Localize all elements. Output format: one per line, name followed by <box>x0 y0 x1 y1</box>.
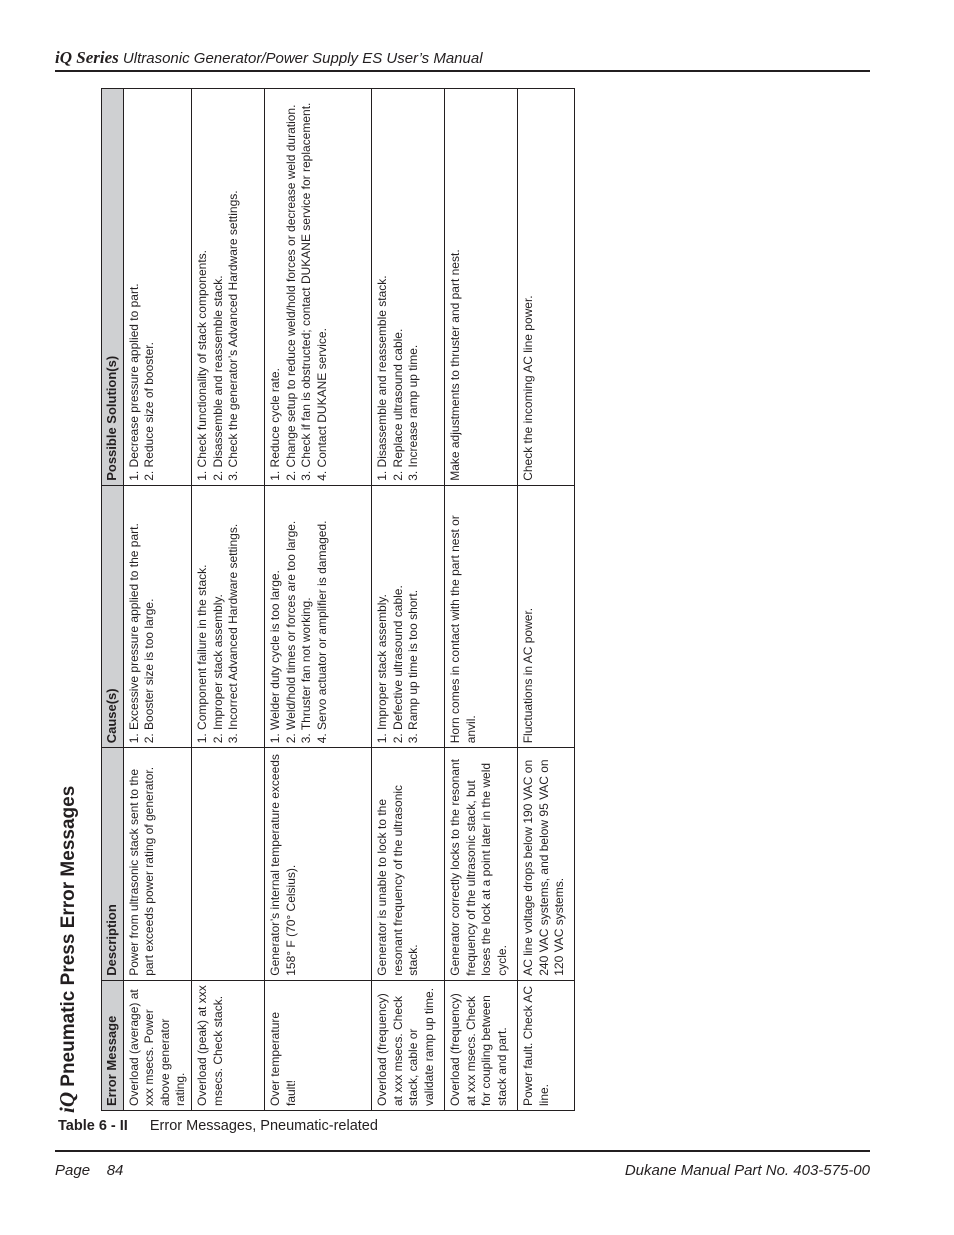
cell-line: 1. Decrease pressure applied to part. <box>127 283 141 481</box>
header-series: iQ Series <box>55 48 119 67</box>
cell-description: Generator’s internal temperature exceeds 158° F (70° Celsius). <box>265 748 372 980</box>
cell-solutions <box>192 89 265 486</box>
cell-line: 1. Welder duty cycle is too large. <box>268 570 283 744</box>
footer-rule <box>55 1150 870 1152</box>
cell-solutions <box>445 89 518 486</box>
section-title-iq: iQ <box>55 1092 79 1113</box>
cell-line: 1. Check functionality of stack components. <box>195 250 210 481</box>
cell-causes <box>372 485 445 748</box>
table-row <box>265 89 372 1111</box>
cell-description: Power from ultrasonic stack sent to the part exceeds power rating of generator. <box>124 748 192 980</box>
cell-line: 3. Incorrect Advanced Hardware settings. <box>226 523 241 744</box>
cell-line: 3. Check the generator’s Advanced Hardware settings. <box>226 190 241 481</box>
cell-causes <box>124 485 192 748</box>
table-caption <box>58 1118 378 1134</box>
cell-line: 3. Increase ramp up time. <box>406 344 421 481</box>
cell-line: 1. Reduce cycle rate. <box>268 368 283 481</box>
cell-line: 3. Ramp up time is too short. <box>406 589 421 744</box>
table-row <box>445 89 518 1111</box>
cell-line: 2. Improper stack assembly. <box>210 594 225 744</box>
cell-line: Fluctuations in AC power. <box>521 607 536 744</box>
col-header-solutions: Possible Solution(s) <box>102 89 124 486</box>
cell-solutions <box>265 89 372 486</box>
cell-error-message: Overload (peak) at xxx msecs. Check stack. <box>192 980 265 1110</box>
cell-causes <box>192 485 265 748</box>
table-row <box>518 89 575 1111</box>
caption-label: Table 6 - II <box>58 1118 128 1134</box>
caption-text: Error Messages, Pneumatic-related <box>149 1118 378 1134</box>
page-number <box>55 1162 123 1179</box>
col-header-causes: Cause(s) <box>102 485 124 748</box>
cell-causes <box>445 485 518 748</box>
cell-error-message: Overload (frequency) at xxx msecs. Check stack, cable or validate ramp up time. <box>372 980 445 1110</box>
cell-solutions <box>518 89 575 486</box>
cell-line: 2. Reduce size of booster. <box>142 342 157 481</box>
cell-line: 2. Change setup to reduce weld/hold forces or decrease weld duration. <box>283 104 298 481</box>
col-header-error-message: Error Message <box>102 980 124 1110</box>
cell-line: 1. Improper stack assembly. <box>375 594 390 744</box>
cell-line: 2. Replace ultrasound cable. <box>390 328 405 481</box>
cell-line: 2. Disassemble and reassemble stack. <box>210 275 225 481</box>
section-title <box>55 786 80 1113</box>
running-header <box>55 48 870 68</box>
error-table-wrap <box>101 88 575 1111</box>
page-label: Page <box>55 1162 91 1179</box>
table-header-row <box>102 89 124 1111</box>
cell-description <box>192 748 265 980</box>
cell-description: Generator correctly locks to the resonant frequency of the ultrasonic stack, but loses the lock at a point later in the weld cycle. <box>445 748 518 980</box>
cell-line: 2. Booster size is too large. <box>142 598 157 744</box>
cell-solutions <box>124 89 192 486</box>
error-messages-table <box>101 88 575 1111</box>
rotated-content <box>47 88 567 1113</box>
cell-error-message: Power fault. Check AC line. <box>518 980 575 1110</box>
cell-line: Check the incoming AC line power. <box>521 295 536 481</box>
cell-line: Horn comes in contact with the part nest or anvil. <box>448 515 478 744</box>
cell-line: Make adjustments to thruster and part nest. <box>448 249 463 481</box>
header-rule <box>55 70 870 72</box>
cell-solutions <box>372 89 445 486</box>
table-row <box>372 89 445 1111</box>
cell-line: 3. Check if fan is obstructed; contact DUKANE service for replacement. <box>299 102 314 481</box>
cell-line: 2. Weld/hold times or forces are too large. <box>283 520 298 744</box>
cell-line: 1. Disassemble and reassemble stack. <box>375 275 390 481</box>
table-row <box>124 89 192 1111</box>
cell-error-message: Over temperature fault! <box>265 980 372 1110</box>
table-row <box>192 89 265 1111</box>
cell-causes <box>265 485 372 748</box>
cell-error-message: Overload (average) at xxx msecs. Power above generator rating. <box>124 980 192 1110</box>
section-title-text: Pneumatic Press Error Messages <box>58 785 79 1087</box>
cell-error-message: Overload (frequency) at xxx msecs. Check for coupling between stack and part. <box>445 980 518 1110</box>
part-number: Dukane Manual Part No. 403-575-00 <box>624 1162 870 1179</box>
cell-causes <box>518 485 575 748</box>
cell-line: 1. Component failure in the stack. <box>195 564 210 744</box>
cell-line: 4. Contact DUKANE service. <box>314 328 329 481</box>
cell-line: 2. Defective ultrasound cable. <box>390 585 405 744</box>
cell-line: 3. Thruster fan not working. <box>299 597 314 744</box>
cell-description: AC line voltage drops below 190 VAC on 240 VAC systems, and below 95 VAC on 120 VAC systems. <box>518 748 575 980</box>
cell-line: 1. Excessive pressure applied to the part. <box>127 523 141 744</box>
table-body <box>124 89 575 1111</box>
cell-line: 4. Servo actuator or amplifier is damaged. <box>314 520 329 744</box>
header-title: Ultrasonic Generator/Power Supply ES User’s Manual <box>122 50 483 67</box>
cell-description: Generator is unable to lock to the resonant frequency of the ultrasonic stack. <box>372 748 445 980</box>
page-number-value: 84 <box>106 1162 124 1179</box>
col-header-description: Description <box>102 748 124 980</box>
